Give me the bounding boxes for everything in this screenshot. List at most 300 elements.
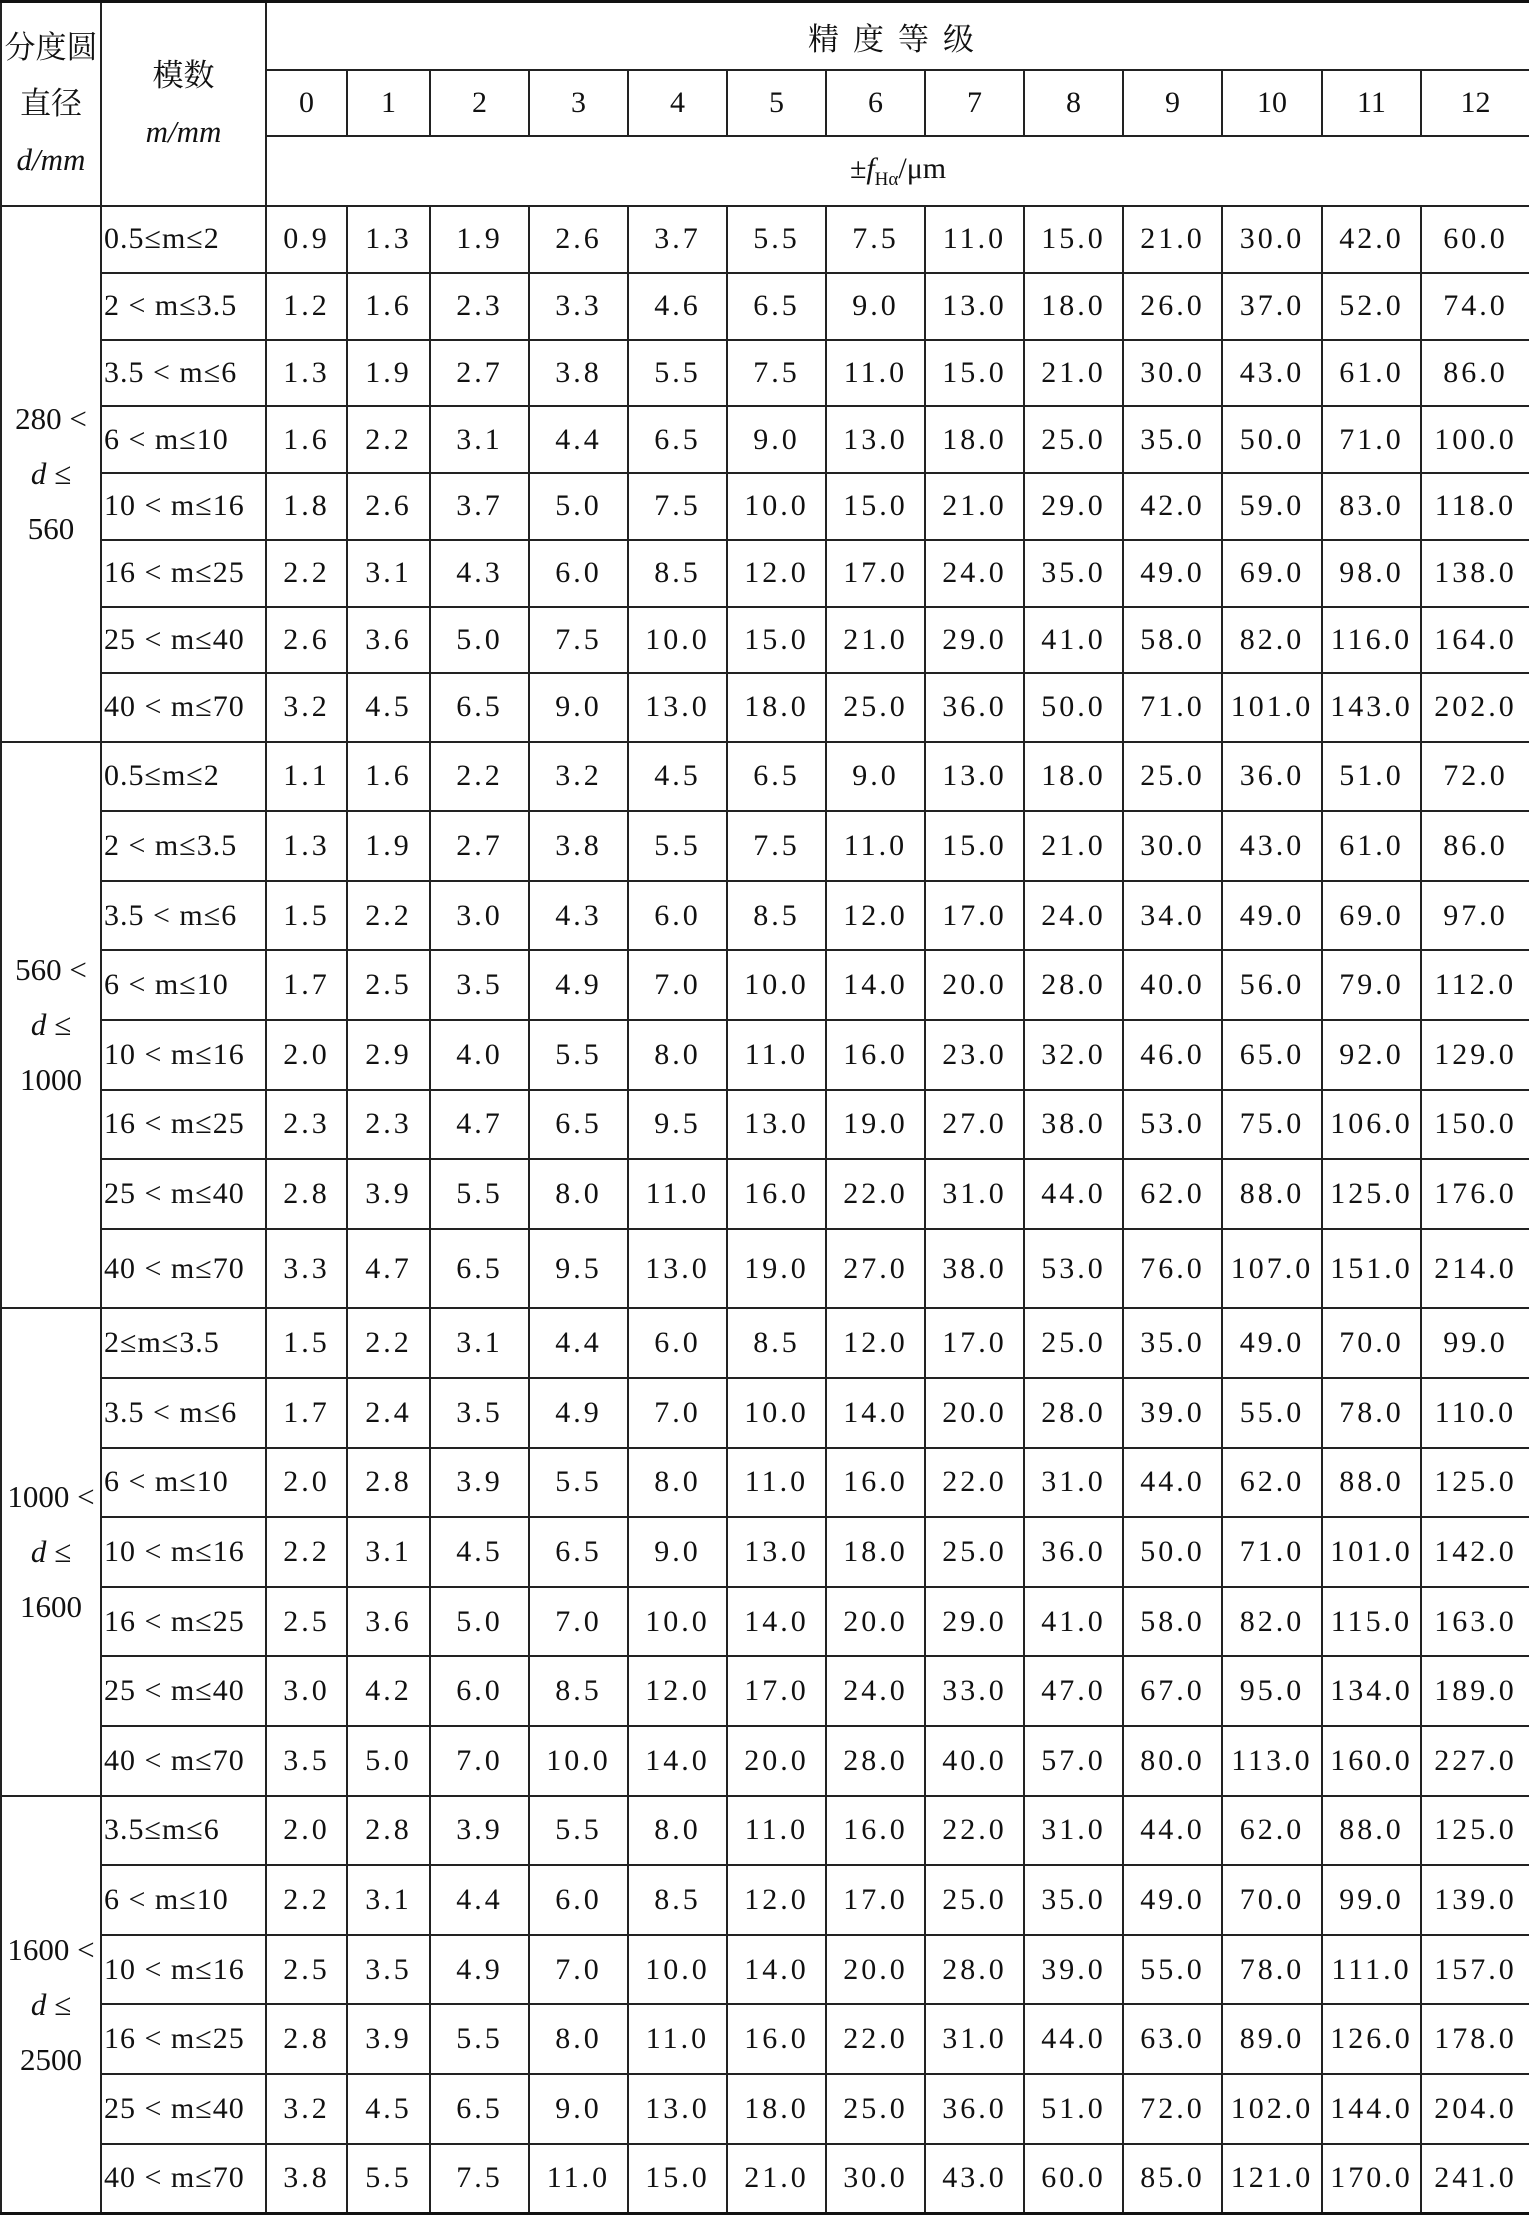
tolerance-value-cell: 1.9 — [347, 340, 430, 407]
tolerance-value-cell: 2.7 — [430, 340, 529, 407]
tolerance-value-cell: 7.5 — [430, 2144, 529, 2214]
tolerance-value-cell: 2.2 — [266, 1865, 347, 1935]
tolerance-value-cell: 4.4 — [529, 1308, 628, 1378]
tolerance-value-cell: 21.0 — [727, 2144, 826, 2214]
diameter-header — [1, 2, 101, 207]
tolerance-value-cell: 1.7 — [266, 950, 347, 1020]
tolerance-value-cell: 6.0 — [529, 540, 628, 607]
tolerance-value-cell: 19.0 — [727, 1229, 826, 1309]
tolerance-value-cell: 50.0 — [1024, 673, 1123, 741]
tolerance-value-cell: 11.0 — [727, 1020, 826, 1090]
unit-header — [266, 136, 1529, 206]
tolerance-value-cell: 24.0 — [925, 540, 1024, 607]
tolerance-value-cell: 111.0 — [1322, 1935, 1421, 2005]
tolerance-value-cell: 18.0 — [727, 2074, 826, 2144]
tolerance-value-cell: 13.0 — [628, 1229, 727, 1309]
tolerance-value-cell: 88.0 — [1322, 1448, 1421, 1518]
tolerance-value-cell: 112.0 — [1421, 950, 1529, 1020]
module-range-cell: 6 < m≤10 — [101, 1865, 266, 1935]
tolerance-value-cell: 7.0 — [430, 1726, 529, 1796]
tolerance-value-cell: 2.6 — [347, 473, 430, 540]
tolerance-value-cell: 1.6 — [266, 406, 347, 473]
tolerance-value-cell: 60.0 — [1024, 2144, 1123, 2214]
tolerance-value-cell: 3.8 — [266, 2144, 347, 2214]
table-row — [1, 540, 1529, 607]
tolerance-value-cell: 42.0 — [1322, 206, 1421, 273]
tolerance-value-cell: 144.0 — [1322, 2074, 1421, 2144]
tolerance-value-cell: 75.0 — [1222, 1090, 1322, 1160]
module-range-cell: 25 < m≤40 — [101, 1656, 266, 1726]
tolerance-value-cell: 3.9 — [347, 2004, 430, 2074]
tolerance-value-cell: 125.0 — [1322, 1159, 1421, 1229]
tolerance-value-cell: 2.8 — [347, 1448, 430, 1518]
tolerance-value-cell: 13.0 — [628, 673, 727, 741]
tolerance-value-cell: 3.2 — [266, 2074, 347, 2144]
tolerance-value-cell: 86.0 — [1421, 340, 1529, 407]
tolerance-value-cell: 40.0 — [1123, 950, 1222, 1020]
tolerance-value-cell: 15.0 — [727, 607, 826, 674]
tolerance-value-cell: 41.0 — [1024, 607, 1123, 674]
tolerance-value-cell: 61.0 — [1322, 340, 1421, 407]
tolerance-value-cell: 1.9 — [430, 206, 529, 273]
tolerance-value-cell: 35.0 — [1024, 1865, 1123, 1935]
tolerance-value-cell: 6.5 — [529, 1517, 628, 1587]
tolerance-value-cell: 12.0 — [727, 540, 826, 607]
tolerance-value-cell: 53.0 — [1024, 1229, 1123, 1309]
tolerance-value-cell: 62.0 — [1123, 1159, 1222, 1229]
tolerance-value-cell: 31.0 — [925, 1159, 1024, 1229]
tolerance-value-cell: 21.0 — [826, 607, 925, 674]
diameter-range-line: 280 < — [15, 401, 87, 437]
tolerance-value-cell: 3.5 — [266, 1726, 347, 1796]
tolerance-value-cell: 118.0 — [1421, 473, 1529, 540]
tolerance-value-cell: 5.5 — [430, 2004, 529, 2074]
tolerance-value-cell: 6.5 — [430, 2074, 529, 2144]
tolerance-value-cell: 89.0 — [1222, 2004, 1322, 2074]
tolerance-value-cell: 7.0 — [529, 1935, 628, 2005]
table-row — [1, 1159, 1529, 1229]
tolerance-value-cell: 2.3 — [347, 1090, 430, 1160]
tolerance-value-cell: 12.0 — [826, 1308, 925, 1378]
tolerance-value-cell: 14.0 — [727, 1587, 826, 1657]
tolerance-value-cell: 30.0 — [1123, 340, 1222, 407]
tolerance-value-cell: 3.5 — [430, 950, 529, 1020]
tolerance-value-cell: 28.0 — [1024, 950, 1123, 1020]
tolerance-value-cell: 39.0 — [1024, 1935, 1123, 2005]
tolerance-value-cell: 95.0 — [1222, 1656, 1322, 1726]
tolerance-value-cell: 2.5 — [266, 1587, 347, 1657]
tolerance-value-cell: 1.8 — [266, 473, 347, 540]
tolerance-value-cell: 29.0 — [925, 607, 1024, 674]
table-row — [1, 1587, 1529, 1657]
diameter-range-line: d ≤ — [30, 456, 72, 492]
tolerance-value-cell: 116.0 — [1322, 607, 1421, 674]
tolerance-value-cell: 1.5 — [266, 1308, 347, 1378]
module-range-cell: 40 < m≤70 — [101, 1726, 266, 1796]
tolerance-value-cell: 163.0 — [1421, 1587, 1529, 1657]
module-range-cell: 6 < m≤10 — [101, 406, 266, 473]
table-row — [1, 273, 1529, 340]
tolerance-value-cell: 2.8 — [347, 1796, 430, 1866]
tolerance-value-cell: 8.5 — [529, 1656, 628, 1726]
tolerance-value-cell: 4.5 — [628, 742, 727, 812]
tolerance-value-cell: 1.6 — [347, 742, 430, 812]
diameter-range-line: d ≤ — [30, 1986, 72, 2022]
table-row — [1, 950, 1529, 1020]
tolerance-value-cell: 4.4 — [529, 406, 628, 473]
tolerance-value-cell: 24.0 — [1024, 881, 1123, 951]
tolerance-value-cell: 3.7 — [430, 473, 529, 540]
tolerance-value-cell: 8.5 — [628, 540, 727, 607]
tolerance-value-cell: 8.5 — [628, 1865, 727, 1935]
tolerance-value-cell: 28.0 — [925, 1935, 1024, 2005]
tolerance-value-cell: 2.2 — [347, 1308, 430, 1378]
grade-header-cell: 2 — [430, 70, 529, 136]
grade-header-cell: 8 — [1024, 70, 1123, 136]
tolerance-value-cell: 139.0 — [1421, 1865, 1529, 1935]
tolerance-value-cell: 14.0 — [826, 950, 925, 1020]
tolerance-value-cell: 176.0 — [1421, 1159, 1529, 1229]
tolerance-value-cell: 35.0 — [1123, 1308, 1222, 1378]
tolerance-value-cell: 2.4 — [347, 1378, 430, 1448]
tolerance-value-cell: 4.6 — [628, 273, 727, 340]
tolerance-value-cell: 143.0 — [1322, 673, 1421, 741]
tolerance-value-cell: 29.0 — [925, 1587, 1024, 1657]
tolerance-value-cell: 11.0 — [628, 1159, 727, 1229]
tolerance-value-cell: 43.0 — [1222, 811, 1322, 881]
tolerance-value-cell: 15.0 — [925, 811, 1024, 881]
tolerance-value-cell: 21.0 — [1123, 206, 1222, 273]
grade-header-cell: 0 — [266, 70, 347, 136]
tolerance-value-cell: 6.5 — [727, 742, 826, 812]
tolerance-value-cell: 10.0 — [628, 607, 727, 674]
tolerance-value-cell: 26.0 — [1123, 273, 1222, 340]
tolerance-value-cell: 3.3 — [266, 1229, 347, 1309]
tolerance-value-cell: 27.0 — [925, 1090, 1024, 1160]
tolerance-value-cell: 62.0 — [1222, 1448, 1322, 1518]
tolerance-value-cell: 34.0 — [1123, 881, 1222, 951]
diameter-range-line: 1600 < — [7, 1931, 95, 1967]
tolerance-value-cell: 78.0 — [1222, 1935, 1322, 2005]
tolerance-value-cell: 71.0 — [1123, 673, 1222, 741]
tolerance-value-cell: 28.0 — [826, 1726, 925, 1796]
tolerance-value-cell: 99.0 — [1322, 1865, 1421, 1935]
tolerance-value-cell: 100.0 — [1421, 406, 1529, 473]
tolerance-value-cell: 24.0 — [826, 1656, 925, 1726]
tolerance-value-cell: 53.0 — [1123, 1090, 1222, 1160]
tolerance-value-cell: 3.8 — [529, 340, 628, 407]
tolerance-value-cell: 17.0 — [727, 1656, 826, 1726]
grade-header-cell: 4 — [628, 70, 727, 136]
tolerance-value-cell: 25.0 — [1123, 742, 1222, 812]
tolerance-value-cell: 7.5 — [727, 340, 826, 407]
tolerance-value-cell: 4.3 — [430, 540, 529, 607]
tolerance-value-cell: 20.0 — [826, 1935, 925, 2005]
tolerance-value-cell: 38.0 — [1024, 1090, 1123, 1160]
diameter-range-line: d ≤ — [30, 1534, 72, 1570]
diameter-range-line: 1600 — [20, 1589, 82, 1625]
tolerance-value-cell: 9.0 — [628, 1517, 727, 1587]
tolerance-value-cell: 6.5 — [727, 273, 826, 340]
tolerance-value-cell: 0.9 — [266, 206, 347, 273]
module-range-cell: 25 < m≤40 — [101, 2074, 266, 2144]
tolerance-value-cell: 18.0 — [925, 406, 1024, 473]
tolerance-value-cell: 5.5 — [430, 1159, 529, 1229]
tolerance-value-cell: 33.0 — [925, 1656, 1024, 1726]
tolerance-value-cell: 3.6 — [347, 1587, 430, 1657]
tolerance-value-cell: 4.9 — [529, 950, 628, 1020]
tolerance-value-cell: 80.0 — [1123, 1726, 1222, 1796]
unit-symbol: ±f — [849, 151, 875, 185]
diameter-range-line: 2500 — [20, 2041, 82, 2077]
tolerance-value-cell: 189.0 — [1421, 1656, 1529, 1726]
tolerance-value-cell: 4.0 — [430, 1020, 529, 1090]
table-row — [1, 206, 1529, 273]
tolerance-value-cell: 20.0 — [925, 1378, 1024, 1448]
tolerance-value-cell: 4.9 — [430, 1935, 529, 2005]
tolerance-value-cell: 20.0 — [727, 1726, 826, 1796]
tolerance-value-cell: 86.0 — [1421, 811, 1529, 881]
tolerance-value-cell: 8.0 — [628, 1448, 727, 1518]
tolerance-value-cell: 8.5 — [727, 881, 826, 951]
tolerance-value-cell: 4.5 — [347, 2074, 430, 2144]
module-range-cell: 3.5 < m≤6 — [101, 881, 266, 951]
tolerance-value-cell: 115.0 — [1322, 1587, 1421, 1657]
tolerance-value-cell: 3.1 — [430, 406, 529, 473]
tolerance-value-cell: 78.0 — [1322, 1378, 1421, 1448]
tolerance-value-cell: 50.0 — [1222, 406, 1322, 473]
tolerance-value-cell: 204.0 — [1421, 2074, 1529, 2144]
tolerance-value-cell: 44.0 — [1024, 1159, 1123, 1229]
tolerance-value-cell: 49.0 — [1222, 881, 1322, 951]
tolerance-value-cell: 138.0 — [1421, 540, 1529, 607]
diameter-range-line: 560 — [27, 511, 75, 547]
tolerance-value-cell: 2.3 — [266, 1090, 347, 1160]
tolerance-value-cell: 16.0 — [727, 2004, 826, 2074]
tolerance-value-cell: 43.0 — [925, 2144, 1024, 2214]
table-row — [1, 1517, 1529, 1587]
tolerance-value-cell: 170.0 — [1322, 2144, 1421, 2214]
tolerance-value-cell: 3.9 — [430, 1796, 529, 1866]
tolerance-value-cell: 4.4 — [430, 1865, 529, 1935]
grade-header-cell: 6 — [826, 70, 925, 136]
table-row — [1, 1308, 1529, 1378]
tolerance-value-cell: 3.5 — [347, 1935, 430, 2005]
tolerance-value-cell: 31.0 — [1024, 1448, 1123, 1518]
tolerance-value-cell: 10.0 — [628, 1587, 727, 1657]
tolerance-value-cell: 4.7 — [430, 1090, 529, 1160]
tolerance-value-cell: 9.0 — [727, 406, 826, 473]
tolerance-value-cell: 7.0 — [628, 1378, 727, 1448]
tolerance-value-cell: 49.0 — [1123, 1865, 1222, 1935]
diameter-range-cell — [1, 742, 101, 1309]
diameter-header-line3: d/mm — [16, 142, 86, 177]
tolerance-value-cell: 11.0 — [826, 340, 925, 407]
tolerance-value-cell: 27.0 — [826, 1229, 925, 1309]
tolerance-value-cell: 5.5 — [628, 811, 727, 881]
tolerance-value-cell: 6.5 — [529, 1090, 628, 1160]
tolerance-value-cell: 71.0 — [1222, 1517, 1322, 1587]
tolerance-value-cell: 35.0 — [1024, 540, 1123, 607]
tolerance-value-cell: 16.0 — [826, 1796, 925, 1866]
tolerance-value-cell: 3.1 — [430, 1308, 529, 1378]
tolerance-value-cell: 14.0 — [628, 1726, 727, 1796]
tolerance-value-cell: 5.5 — [628, 340, 727, 407]
tolerance-value-cell: 4.3 — [529, 881, 628, 951]
diameter-header-line2: 直径 — [20, 86, 82, 121]
table-row — [1, 1796, 1529, 1866]
tolerance-value-cell: 3.8 — [529, 811, 628, 881]
tolerance-value-cell: 10.0 — [727, 1378, 826, 1448]
tolerance-value-cell: 5.5 — [727, 206, 826, 273]
tolerance-value-cell: 43.0 — [1222, 340, 1322, 407]
tolerance-value-cell: 15.0 — [1024, 206, 1123, 273]
tolerance-value-cell: 7.5 — [727, 811, 826, 881]
tolerance-value-cell: 41.0 — [1024, 1587, 1123, 1657]
tolerance-value-cell: 106.0 — [1322, 1090, 1421, 1160]
module-range-cell: 16 < m≤25 — [101, 2004, 266, 2074]
tolerance-value-cell: 67.0 — [1123, 1656, 1222, 1726]
tolerance-value-cell: 97.0 — [1421, 881, 1529, 951]
tolerance-value-cell: 101.0 — [1222, 673, 1322, 741]
tolerance-value-cell: 36.0 — [1024, 1517, 1123, 1587]
module-range-cell: 40 < m≤70 — [101, 1229, 266, 1309]
tolerance-value-cell: 38.0 — [925, 1229, 1024, 1309]
table-row — [1, 1020, 1529, 1090]
tolerance-value-cell: 22.0 — [925, 1796, 1024, 1866]
module-range-cell: 25 < m≤40 — [101, 1159, 266, 1229]
tolerance-value-cell: 50.0 — [1123, 1517, 1222, 1587]
tolerance-value-cell: 3.1 — [347, 1865, 430, 1935]
tolerance-value-cell: 2.2 — [347, 881, 430, 951]
tolerance-value-cell: 1.6 — [347, 273, 430, 340]
table-row — [1, 1865, 1529, 1935]
tolerance-value-cell: 14.0 — [727, 1935, 826, 2005]
tolerance-value-cell: 227.0 — [1421, 1726, 1529, 1796]
tolerance-value-cell: 202.0 — [1421, 673, 1529, 741]
tolerance-value-cell: 82.0 — [1222, 607, 1322, 674]
tolerance-value-cell: 3.2 — [529, 742, 628, 812]
tolerance-value-cell: 157.0 — [1421, 1935, 1529, 2005]
tolerance-value-cell: 1.7 — [266, 1378, 347, 1448]
tolerance-value-cell: 3.0 — [430, 881, 529, 951]
grade-header-cell: 5 — [727, 70, 826, 136]
table-header — [1, 2, 1529, 207]
module-range-cell: 16 < m≤25 — [101, 1090, 266, 1160]
table-row — [1, 1378, 1529, 1448]
module-range-cell: 0.5≤m≤2 — [101, 742, 266, 812]
tolerance-value-cell: 12.0 — [727, 1865, 826, 1935]
tolerance-value-cell: 20.0 — [826, 1587, 925, 1657]
tolerance-value-cell: 5.0 — [430, 1587, 529, 1657]
tolerance-value-cell: 49.0 — [1123, 540, 1222, 607]
tolerance-value-cell: 3.0 — [266, 1656, 347, 1726]
module-range-cell: 10 < m≤16 — [101, 1020, 266, 1090]
tolerance-value-cell: 6.0 — [628, 881, 727, 951]
tolerance-value-cell: 4.2 — [347, 1656, 430, 1726]
tolerance-value-cell: 18.0 — [1024, 273, 1123, 340]
tolerance-value-cell: 11.0 — [529, 2144, 628, 2214]
tolerance-value-cell: 59.0 — [1222, 473, 1322, 540]
tolerance-value-cell: 19.0 — [826, 1090, 925, 1160]
tolerance-value-cell: 49.0 — [1222, 1308, 1322, 1378]
tolerance-value-cell: 16.0 — [826, 1020, 925, 1090]
tolerance-value-cell: 11.0 — [826, 811, 925, 881]
tolerance-value-cell: 71.0 — [1322, 406, 1421, 473]
tolerance-value-cell: 60.0 — [1421, 206, 1529, 273]
tolerance-value-cell: 63.0 — [1123, 2004, 1222, 2074]
tolerance-value-cell: 11.0 — [925, 206, 1024, 273]
tolerance-value-cell: 6.5 — [430, 673, 529, 741]
tolerance-value-cell: 36.0 — [925, 673, 1024, 741]
module-range-cell: 16 < m≤25 — [101, 1587, 266, 1657]
tolerance-value-cell: 10.0 — [529, 1726, 628, 1796]
tolerance-value-cell: 25.0 — [1024, 1308, 1123, 1378]
tolerance-value-cell: 3.2 — [266, 673, 347, 741]
tolerance-value-cell: 6.0 — [628, 1308, 727, 1378]
tolerance-value-cell: 5.5 — [529, 1448, 628, 1518]
diameter-range-line: 1000 < — [7, 1479, 95, 1515]
tolerance-value-cell: 3.6 — [347, 607, 430, 674]
tolerance-value-cell: 15.0 — [826, 473, 925, 540]
tolerance-value-cell: 16.0 — [826, 1448, 925, 1518]
tolerance-value-cell: 13.0 — [628, 2074, 727, 2144]
module-range-cell: 25 < m≤40 — [101, 607, 266, 674]
tolerance-value-cell: 16.0 — [727, 1159, 826, 1229]
tolerance-value-cell: 21.0 — [1024, 811, 1123, 881]
tolerance-value-cell: 21.0 — [925, 473, 1024, 540]
tolerance-value-cell: 72.0 — [1123, 2074, 1222, 2144]
tolerance-value-cell: 28.0 — [1024, 1378, 1123, 1448]
tolerance-value-cell: 2.2 — [347, 406, 430, 473]
tolerance-value-cell: 178.0 — [1421, 2004, 1529, 2074]
module-range-cell: 40 < m≤70 — [101, 2144, 266, 2214]
module-range-cell: 6 < m≤10 — [101, 950, 266, 1020]
tolerance-value-cell: 44.0 — [1123, 1448, 1222, 1518]
grade-header-cell: 9 — [1123, 70, 1222, 136]
tolerance-value-cell: 46.0 — [1123, 1020, 1222, 1090]
table-row — [1, 2074, 1529, 2144]
table-row — [1, 1656, 1529, 1726]
tolerance-value-cell: 82.0 — [1222, 1587, 1322, 1657]
table-row — [1, 1726, 1529, 1796]
tolerance-value-cell: 113.0 — [1222, 1726, 1322, 1796]
tolerance-value-cell: 3.1 — [347, 1517, 430, 1587]
tolerance-value-cell: 70.0 — [1222, 1865, 1322, 1935]
tolerance-value-cell: 92.0 — [1322, 1020, 1421, 1090]
tolerance-value-cell: 8.0 — [628, 1796, 727, 1866]
tolerance-value-cell: 5.5 — [347, 2144, 430, 2214]
module-range-cell: 2 < m≤3.5 — [101, 273, 266, 340]
table-row — [1, 340, 1529, 407]
tolerance-value-cell: 6.5 — [430, 1229, 529, 1309]
tolerance-value-cell: 25.0 — [925, 1517, 1024, 1587]
tolerance-value-cell: 8.0 — [628, 1020, 727, 1090]
tolerance-value-cell: 5.5 — [529, 1020, 628, 1090]
table-body — [1, 206, 1529, 2214]
tolerance-value-cell: 55.0 — [1222, 1378, 1322, 1448]
module-range-cell: 16 < m≤25 — [101, 540, 266, 607]
tolerance-value-cell: 72.0 — [1421, 742, 1529, 812]
tolerance-value-cell: 2.0 — [266, 1448, 347, 1518]
tolerance-value-cell: 44.0 — [1123, 1796, 1222, 1866]
tolerance-value-cell: 107.0 — [1222, 1229, 1322, 1309]
grade-header-cell: 1 — [347, 70, 430, 136]
table-row — [1, 1935, 1529, 2005]
tolerance-value-cell: 134.0 — [1322, 1656, 1421, 1726]
module-range-cell: 40 < m≤70 — [101, 673, 266, 741]
tolerance-value-cell: 17.0 — [925, 1308, 1024, 1378]
